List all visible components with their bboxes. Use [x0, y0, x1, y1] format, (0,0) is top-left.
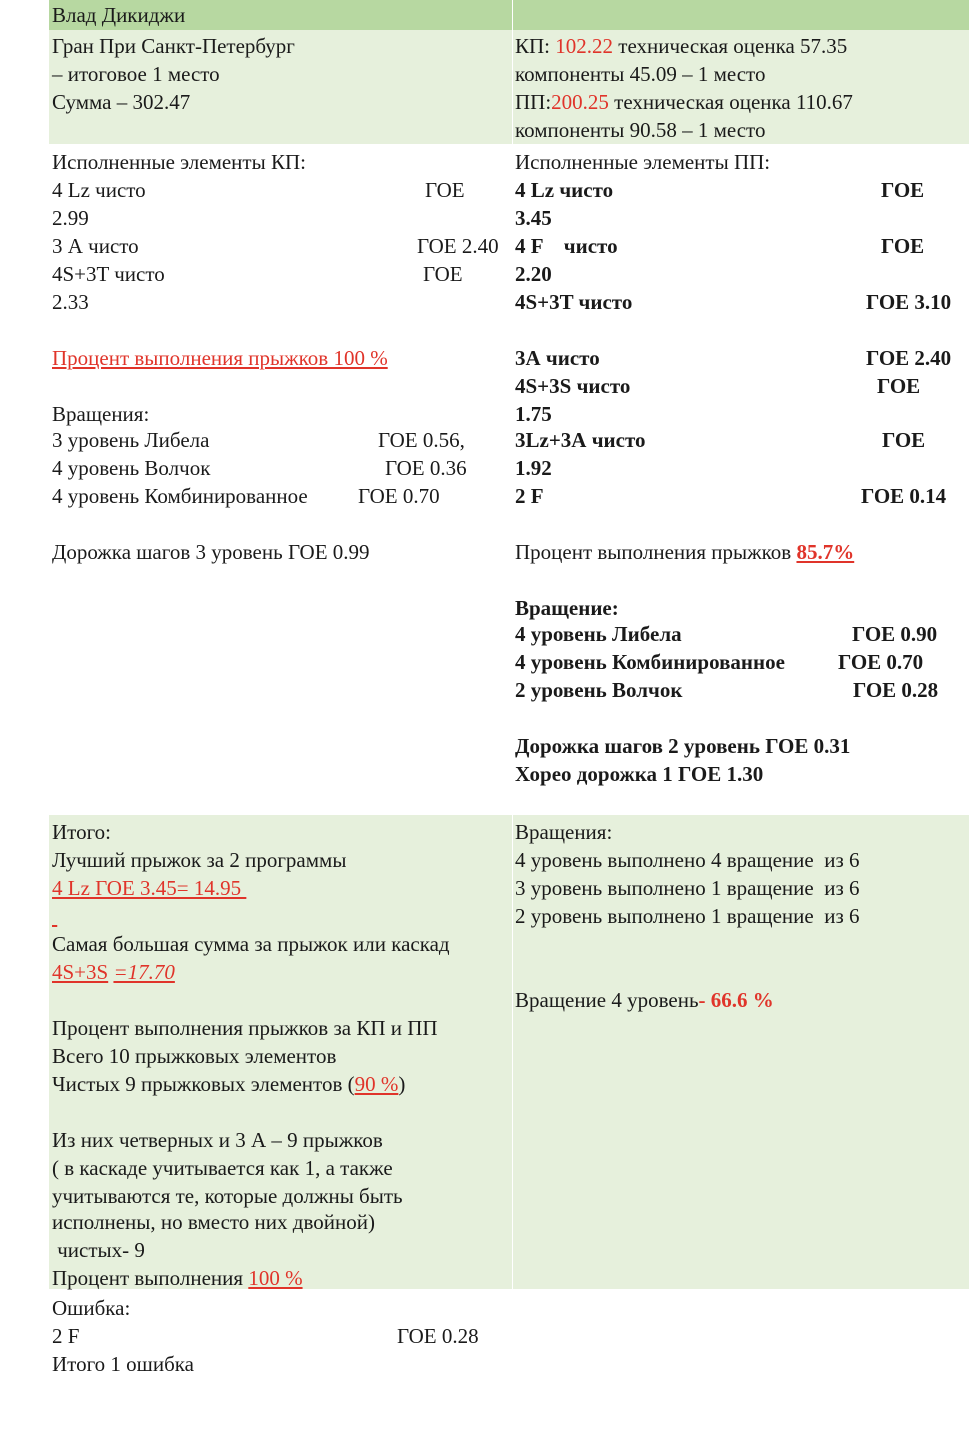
fs-elements-title: Исполненные элементы ПП: — [515, 150, 771, 174]
execution-percent-value: 100 % — [248, 1266, 303, 1290]
spin-total-line: 2 уровень выполнено 1 вращение из 6 — [515, 904, 860, 928]
sp-score: 102.22 — [555, 34, 614, 58]
clean-jumps-percent: 90 % — [354, 1072, 399, 1096]
fs-element-goe: ГОЕ — [882, 428, 926, 452]
fs-spin-goe: ГОЕ 0.70 — [838, 650, 924, 674]
sp-spin: 4 уровень Комбинированное — [52, 484, 308, 508]
error-goe: ГОЕ 0.28 — [397, 1324, 479, 1348]
sp-element-goe: ГОЕ 2.40 — [417, 234, 499, 258]
fs-spin: 4 уровень Комбинированное — [515, 650, 785, 674]
fs-element: 1.75 — [515, 402, 552, 426]
quads-line-3: учитываются те, которые должны быть — [52, 1184, 403, 1208]
spin-level4-percent: Вращение 4 уровень- 66.6 % — [515, 988, 774, 1012]
fs-element-goe: ГОЕ — [881, 178, 925, 202]
fs-jump-percent: Процент выполнения прыжков 85.7% — [515, 540, 855, 564]
spin-total-line: 4 уровень выполнено 4 вращение из 6 — [515, 848, 860, 872]
fs-element-goe: ГОЕ 3.10 — [866, 290, 952, 314]
spin-level4-value: - 66.6 % — [698, 988, 774, 1012]
execution-percent: Процент выполнения 100 % — [52, 1266, 303, 1290]
biggest-sum-label: Самая большая сумма за прыжок или каскад — [52, 932, 450, 956]
fs-element-goe: ГОЕ 0.14 — [861, 484, 947, 508]
sp-element: 2.33 — [52, 290, 89, 314]
fs-element: 3.45 — [515, 206, 552, 230]
quads-line-5: чистых- 9 — [52, 1238, 145, 1262]
sp-element: 2.99 — [52, 206, 89, 230]
sp-step-sequence: Дорожка шагов 3 уровень ГОЕ 0.99 — [52, 540, 370, 564]
total-jumps: Всего 10 прыжковых элементов — [52, 1044, 337, 1068]
fs-step-sequence: Дорожка шагов 2 уровень ГОЕ 0.31 — [515, 734, 851, 758]
fs-element-goe: ГОЕ — [877, 374, 921, 398]
sp-element: 3 А чисто — [52, 234, 139, 258]
fs-element-goe: ГОЕ 2.40 — [866, 346, 952, 370]
fs-element: 3А чисто — [515, 346, 600, 370]
spin-total-line: 3 уровень выполнено 1 вращение из 6 — [515, 876, 860, 900]
fs-score-line: ПП:200.25 техническая оценка 110.67 — [515, 90, 853, 114]
sp-element: 4 Lz чисто — [52, 178, 146, 202]
fs-spin-goe: ГОЕ 0.28 — [853, 678, 939, 702]
header-row-bg — [49, 0, 969, 30]
fs-spins-title: Вращение: — [515, 596, 619, 620]
best-jump-label: Лучший прыжок за 2 программы — [52, 848, 347, 872]
fs-element: 1.92 — [515, 456, 552, 480]
fs-element: 4S+3T чисто — [515, 290, 633, 314]
errors-title: Ошибка: — [52, 1296, 131, 1320]
sp-jump-percent: Процент выполнения прыжков 100 % — [52, 346, 388, 370]
column-divider — [512, 0, 513, 1289]
fs-spin: 2 уровень Волчок — [515, 678, 683, 702]
totals-title: Итого: — [52, 820, 111, 844]
sp-components: компоненты 45.09 – 1 место — [515, 62, 766, 86]
fs-element: 2 F — [515, 484, 544, 508]
fs-spin: 4 уровень Либела — [515, 622, 682, 646]
fs-element: 4 Lz чисто — [515, 178, 614, 202]
sp-spin-goe: ГОЕ 0.70 — [358, 484, 440, 508]
sp-elements-title: Исполненные элементы КП: — [52, 150, 306, 174]
sp-score-line: КП: 102.22 техническая оценка 57.35 — [515, 34, 848, 58]
sp-spin-goe: ГОЕ 0.56, — [378, 428, 465, 452]
sp-element: 4S+3T чисто — [52, 262, 165, 286]
event-line-2: – итоговое 1 место — [52, 62, 220, 86]
best-jump-value: 4 Lz ГОЕ 3.45= 14.95 — [52, 876, 247, 900]
quads-line-2: ( в каскаде учитывается как 1, а также — [52, 1156, 393, 1180]
error-element: 2 F — [52, 1324, 80, 1348]
fs-element: 4 F чисто — [515, 234, 618, 258]
fs-element-goe: ГОЕ — [881, 234, 925, 258]
event-line-1: Гран При Санкт-Петербург — [52, 34, 295, 58]
sp-spins-title: Вращения: — [52, 402, 150, 426]
sp-element-goe: ГОЕ — [423, 262, 463, 286]
fs-element: 4S+3S чисто — [515, 374, 631, 398]
combined-pct-label: Процент выполнения прыжков за КП и ПП — [52, 1016, 438, 1040]
fs-element: 3Lz+3А чисто — [515, 428, 646, 452]
errors-total: Итого 1 ошибка — [52, 1352, 194, 1376]
sp-element-goe: ГОЕ — [425, 178, 465, 202]
quads-line-1: Из них четверных и 3 А – 9 прыжков — [52, 1128, 383, 1152]
spin-totals-title: Вращения: — [515, 820, 613, 844]
fs-components: компоненты 90.58 – 1 место — [515, 118, 766, 142]
best-jump-blank — [52, 902, 57, 930]
skater-name: Влад Дикиджи — [52, 3, 186, 27]
event-total: Сумма – 302.47 — [52, 90, 191, 114]
fs-element: 2.20 — [515, 262, 552, 286]
fs-spin-goe: ГОЕ 0.90 — [852, 622, 938, 646]
quads-line-4: исполнены, но вместо них двойной) — [52, 1210, 375, 1234]
sp-spin: 3 уровень Либела — [52, 428, 210, 452]
fs-score: 200.25 — [551, 90, 609, 114]
clean-jumps: Чистых 9 прыжковых элементов (90 %) — [52, 1072, 406, 1096]
fs-jump-percent-value: 85.7% — [796, 540, 855, 564]
fs-choreo-sequence: Хорео дорожка 1 ГОЕ 1.30 — [515, 762, 764, 786]
biggest-sum-value: 4S+3S =17.70 — [52, 960, 175, 984]
sp-spin-goe: ГОЕ 0.36 — [385, 456, 467, 480]
sp-spin: 4 уровень Волчок — [52, 456, 211, 480]
